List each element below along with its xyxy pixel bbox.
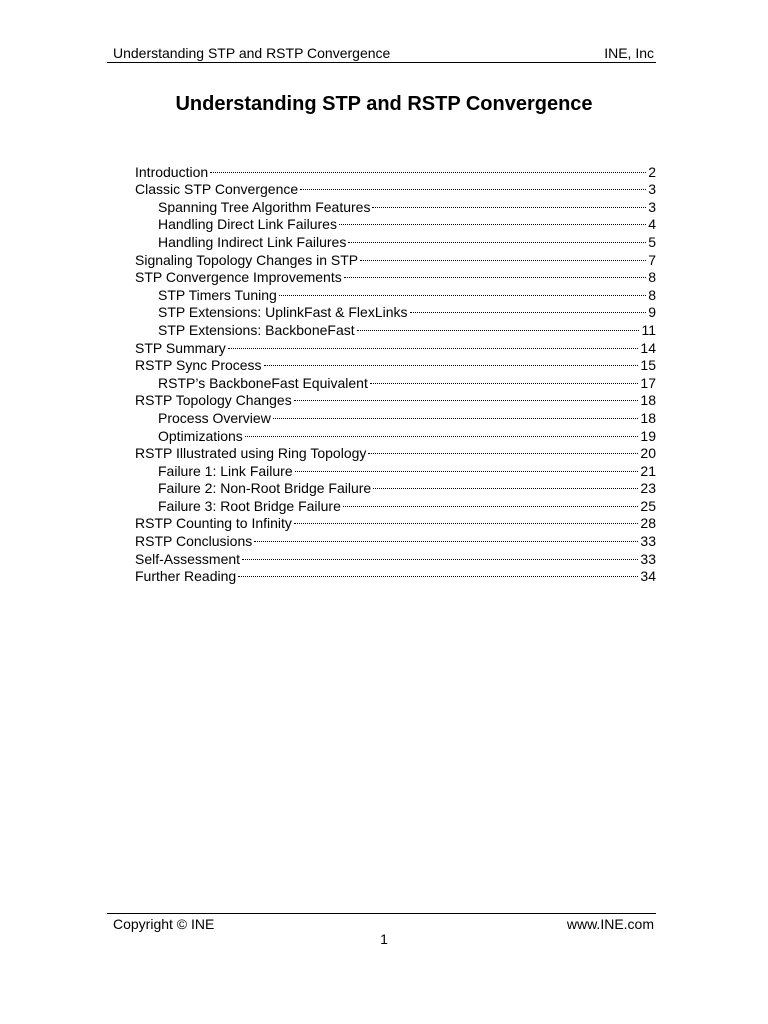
toc-entry-page: 34 bbox=[640, 568, 656, 585]
toc-entry-label: Spanning Tree Algorithm Features bbox=[158, 198, 371, 215]
toc-dot-leader bbox=[372, 194, 646, 212]
toc-entry-label: Process Overview bbox=[158, 409, 271, 426]
toc-entry-page: 3 bbox=[648, 198, 656, 215]
toc-entry-page: 20 bbox=[640, 445, 656, 462]
toc-dot-leader bbox=[294, 388, 639, 406]
toc-entry-label: Failure 1: Link Failure bbox=[158, 462, 293, 479]
toc-dot-leader bbox=[368, 441, 638, 459]
toc-dot-leader bbox=[242, 546, 638, 564]
toc-entry-label: Handling Direct Link Failures bbox=[158, 216, 337, 233]
toc-dot-leader bbox=[254, 528, 638, 546]
header-document-title: Understanding STP and RSTP Convergence bbox=[113, 45, 391, 61]
toc-entry-label: STP Extensions: UplinkFast & FlexLinks bbox=[158, 304, 408, 321]
toc-entry[interactable] bbox=[135, 159, 656, 180]
toc-dot-leader bbox=[360, 247, 646, 265]
toc-dot-leader bbox=[245, 423, 639, 441]
toc-entry-page: 8 bbox=[648, 286, 656, 303]
toc-dot-leader bbox=[294, 511, 638, 529]
toc-dot-leader bbox=[343, 493, 639, 511]
page-number: 1 bbox=[380, 931, 388, 947]
toc-entry-page: 23 bbox=[640, 480, 656, 497]
toc-entry-label: Failure 2: Non-Root Bridge Failure bbox=[158, 480, 372, 497]
toc-entry-label: RSTP Illustrated using Ring Topology bbox=[135, 445, 367, 462]
toc-entry-page: 19 bbox=[640, 427, 656, 444]
toc-dot-leader bbox=[348, 229, 646, 247]
toc-entry-label: Handling Indirect Link Failures bbox=[158, 233, 347, 250]
toc-entry-label: STP Timers Tuning bbox=[158, 286, 277, 303]
toc-entry-page: 3 bbox=[648, 181, 656, 198]
toc-dot-leader bbox=[373, 476, 638, 494]
toc-entry-page: 28 bbox=[640, 515, 656, 532]
toc-entry-label: RSTP Topology Changes bbox=[135, 392, 292, 409]
table-of-contents bbox=[135, 159, 656, 585]
toc-entry-page: 9 bbox=[648, 304, 656, 321]
toc-entry[interactable] bbox=[135, 177, 656, 198]
toc-dot-leader bbox=[210, 159, 646, 177]
toc-dot-leader bbox=[370, 370, 639, 388]
toc-entry-label: Classic STP Convergence bbox=[135, 181, 299, 198]
toc-entry-label: Further Reading bbox=[135, 568, 237, 585]
toc-entry-page: 8 bbox=[648, 269, 656, 286]
toc-entry-page: 21 bbox=[640, 462, 656, 479]
toc-entry-page: 25 bbox=[640, 497, 656, 514]
toc-entry-page: 15 bbox=[640, 357, 656, 374]
toc-dot-leader bbox=[300, 177, 646, 195]
toc-entry-label: STP Extensions: BackboneFast bbox=[158, 321, 355, 338]
toc-entry-page: 5 bbox=[648, 233, 656, 250]
toc-dot-leader bbox=[357, 317, 640, 335]
toc-entry-page: 17 bbox=[640, 374, 656, 391]
footer-copyright: Copyright © INE bbox=[113, 916, 215, 932]
toc-dot-leader bbox=[295, 458, 639, 476]
toc-dot-leader bbox=[238, 564, 638, 582]
toc-entry-page: 33 bbox=[640, 533, 656, 550]
document-title: Understanding STP and RSTP Convergence bbox=[175, 93, 593, 115]
toc-entry-page: 18 bbox=[640, 392, 656, 409]
toc-entry-label: Introduction bbox=[135, 163, 209, 180]
toc-entry-label: RSTP Sync Process bbox=[135, 357, 262, 374]
page-header bbox=[107, 44, 656, 63]
toc-entry-page: 14 bbox=[640, 339, 656, 356]
toc-entry-label: Signaling Topology Changes in STP bbox=[135, 251, 359, 268]
toc-entry-page: 7 bbox=[648, 251, 656, 268]
toc-entry-label: STP Summary bbox=[135, 339, 226, 356]
toc-dot-leader bbox=[339, 212, 646, 230]
toc-dot-leader bbox=[273, 405, 639, 423]
toc-dot-leader bbox=[279, 282, 646, 300]
toc-entry-label: RSTP’s BackboneFast Equivalent bbox=[158, 374, 368, 391]
page-footer bbox=[107, 913, 656, 932]
header-company: INE, Inc bbox=[604, 45, 654, 61]
toc-dot-leader bbox=[410, 300, 647, 318]
toc-entry-label: RSTP Conclusions bbox=[135, 533, 253, 550]
toc-entry-page: 4 bbox=[648, 216, 656, 233]
toc-entry-page: 2 bbox=[648, 163, 656, 180]
toc-entry-page: 33 bbox=[640, 550, 656, 567]
toc-entry-label: RSTP Counting to Infinity bbox=[135, 515, 292, 532]
toc-entry-label: STP Convergence Improvements bbox=[135, 269, 342, 286]
toc-dot-leader bbox=[344, 265, 646, 283]
toc-entry-label: Failure 3: Root Bridge Failure bbox=[158, 497, 341, 514]
toc-dot-leader bbox=[264, 353, 639, 371]
toc-entry-label: Optimizations bbox=[158, 427, 243, 444]
toc-entry-label: Self-Assessment bbox=[135, 550, 241, 567]
footer-website: www.INE.com bbox=[566, 916, 654, 932]
toc-entry-page: 18 bbox=[640, 409, 656, 426]
toc-entry-page: 11 bbox=[641, 321, 656, 338]
toc-dot-leader bbox=[228, 335, 639, 353]
